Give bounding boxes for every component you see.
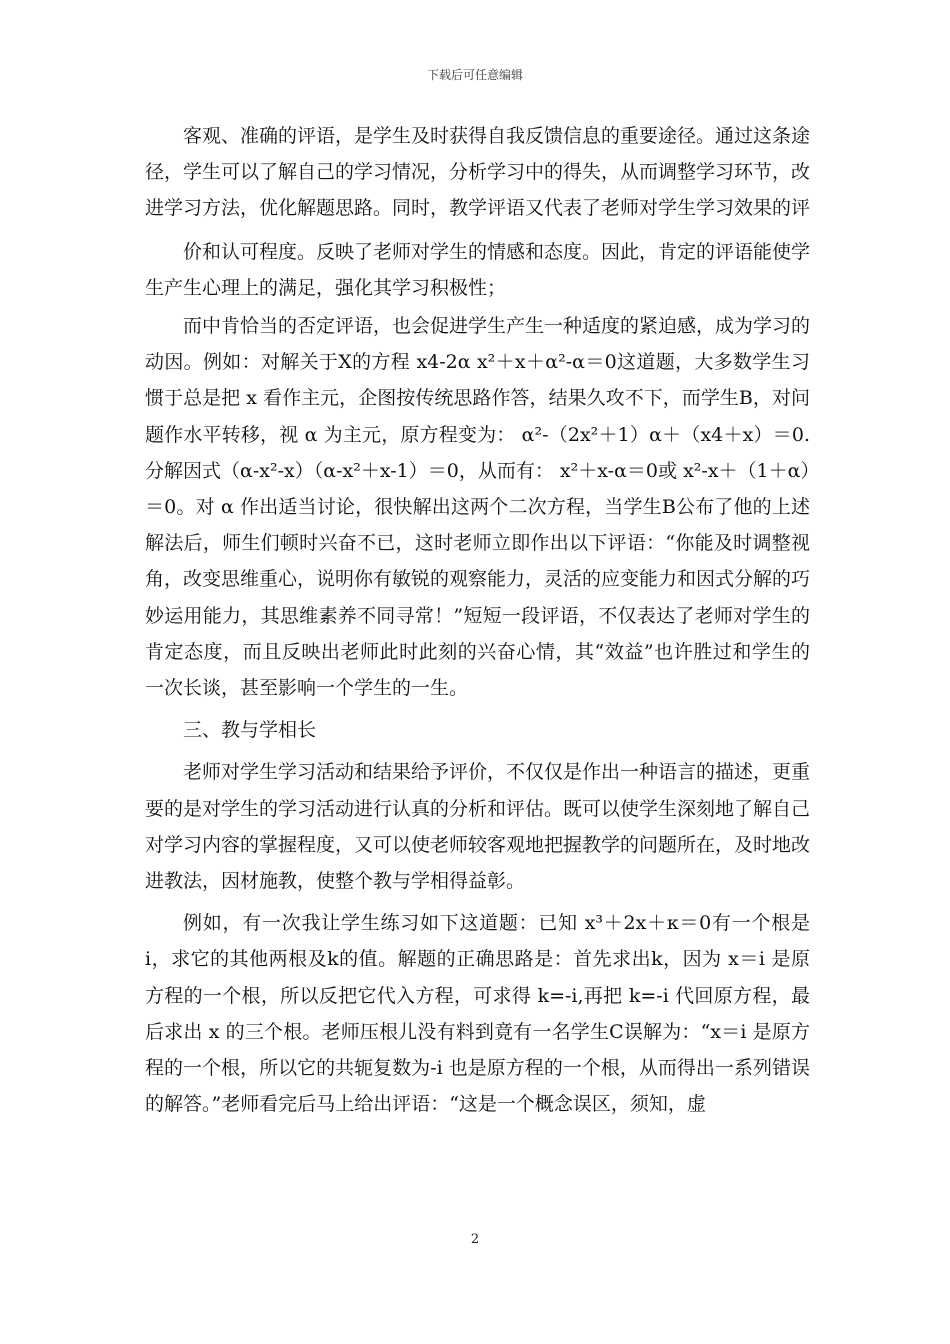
paragraph-negative-evaluation: 而中肯恰当的否定评语，也会促进学生产生一种适度的紧迫感，成为学习的动因。例如：对解关于X的方程 x4-2α x²＋x＋α²-α＝0这道题，大多数学生习惯于总是把 x 看作主元，企图按传统思路作答，结果久攻不下，而学生B，对问题作水平转移，视 α 为主元，原方程变为： α²-（2x²＋1）α＋（x4＋x）＝0.分解因式（α-x²-x）（α-x²＋x-1）＝0，从而有： x²＋x-α＝0或 x²-x＋（1＋α）＝0。对 α 作出适当讨论，很快解出这两个二次方程，当学生B公布了他的上述解法后，师生们顿时兴奋不已，这时老师立即作出以下评语：“你能及时调整视角，改变思维重心，说明你有敏锐的观察能力，灵活的应变能力和因式分解的巧妙运用能力，其思维素养不同寻常！”短短一段评语，不仅表达了老师对学生的肯定态度，而且反映出老师此时此刻的兴奋心情，其“效益”也许胜过和学生的一次长谈，甚至影响一个学生的一生。 [145, 315, 811, 700]
section-heading: 三、教与学相长 [183, 719, 317, 742]
paragraph-teaching-learning: 老师对学生学习活动和结果给予评价，不仅仅是作出一种语言的描述，更重要的是对学生的学习活动进行认真的分析和评估。既可以使学生深刻地了解自己对学习内容的掌握程度，又可以使老师较客观地把握教学的问题所在，及时地改进教法，因材施教，使整个教与学相得益彰。 [145, 761, 811, 893]
page-header: 下载后可任意编辑 [426, 68, 523, 82]
page-number: 2 [470, 1232, 480, 1247]
paragraph-example-complex-root: 例如，有一次我让学生练习如下这道题：已知 x³＋2x＋κ＝0有一个根是i，求它的其他两根及k的值。解题的正确思路是：首先求出k，因为 x＝i 是原方程的一个根，所以反把它代入方程，可求得 k=-i,再把 k=-i 代回原方程，最后求出 x 的三个根。老师压根儿没有料到竟有一名学生C误解为：“x＝i 是原方程的一个根，所以它的共轭复数为-i 也是原方程的一个根，从而得出一系列错误的解答。”老师看完后马上给出评语：“这是一个概念误区，须知，虚 [145, 912, 810, 1116]
paragraph-evaluation-intro: 客观、准确的评语，是学生及时获得自我反馈信息的重要途径。通过这条途径，学生可以了解自己的学习情况，分析学习中的得失，从而调整学习环节，改进学习方法，优化解题思路。同时，教学评语又代表了老师对学生学习效果的评 [145, 125, 811, 220]
paragraph-positive-evaluation: 价和认可程度。反映了老师对学生的情感和态度。因此，肯定的评语能使学生产生心理上的满足，强化其学习积极性； [145, 240, 811, 299]
document-body [145, 118, 810, 1122]
